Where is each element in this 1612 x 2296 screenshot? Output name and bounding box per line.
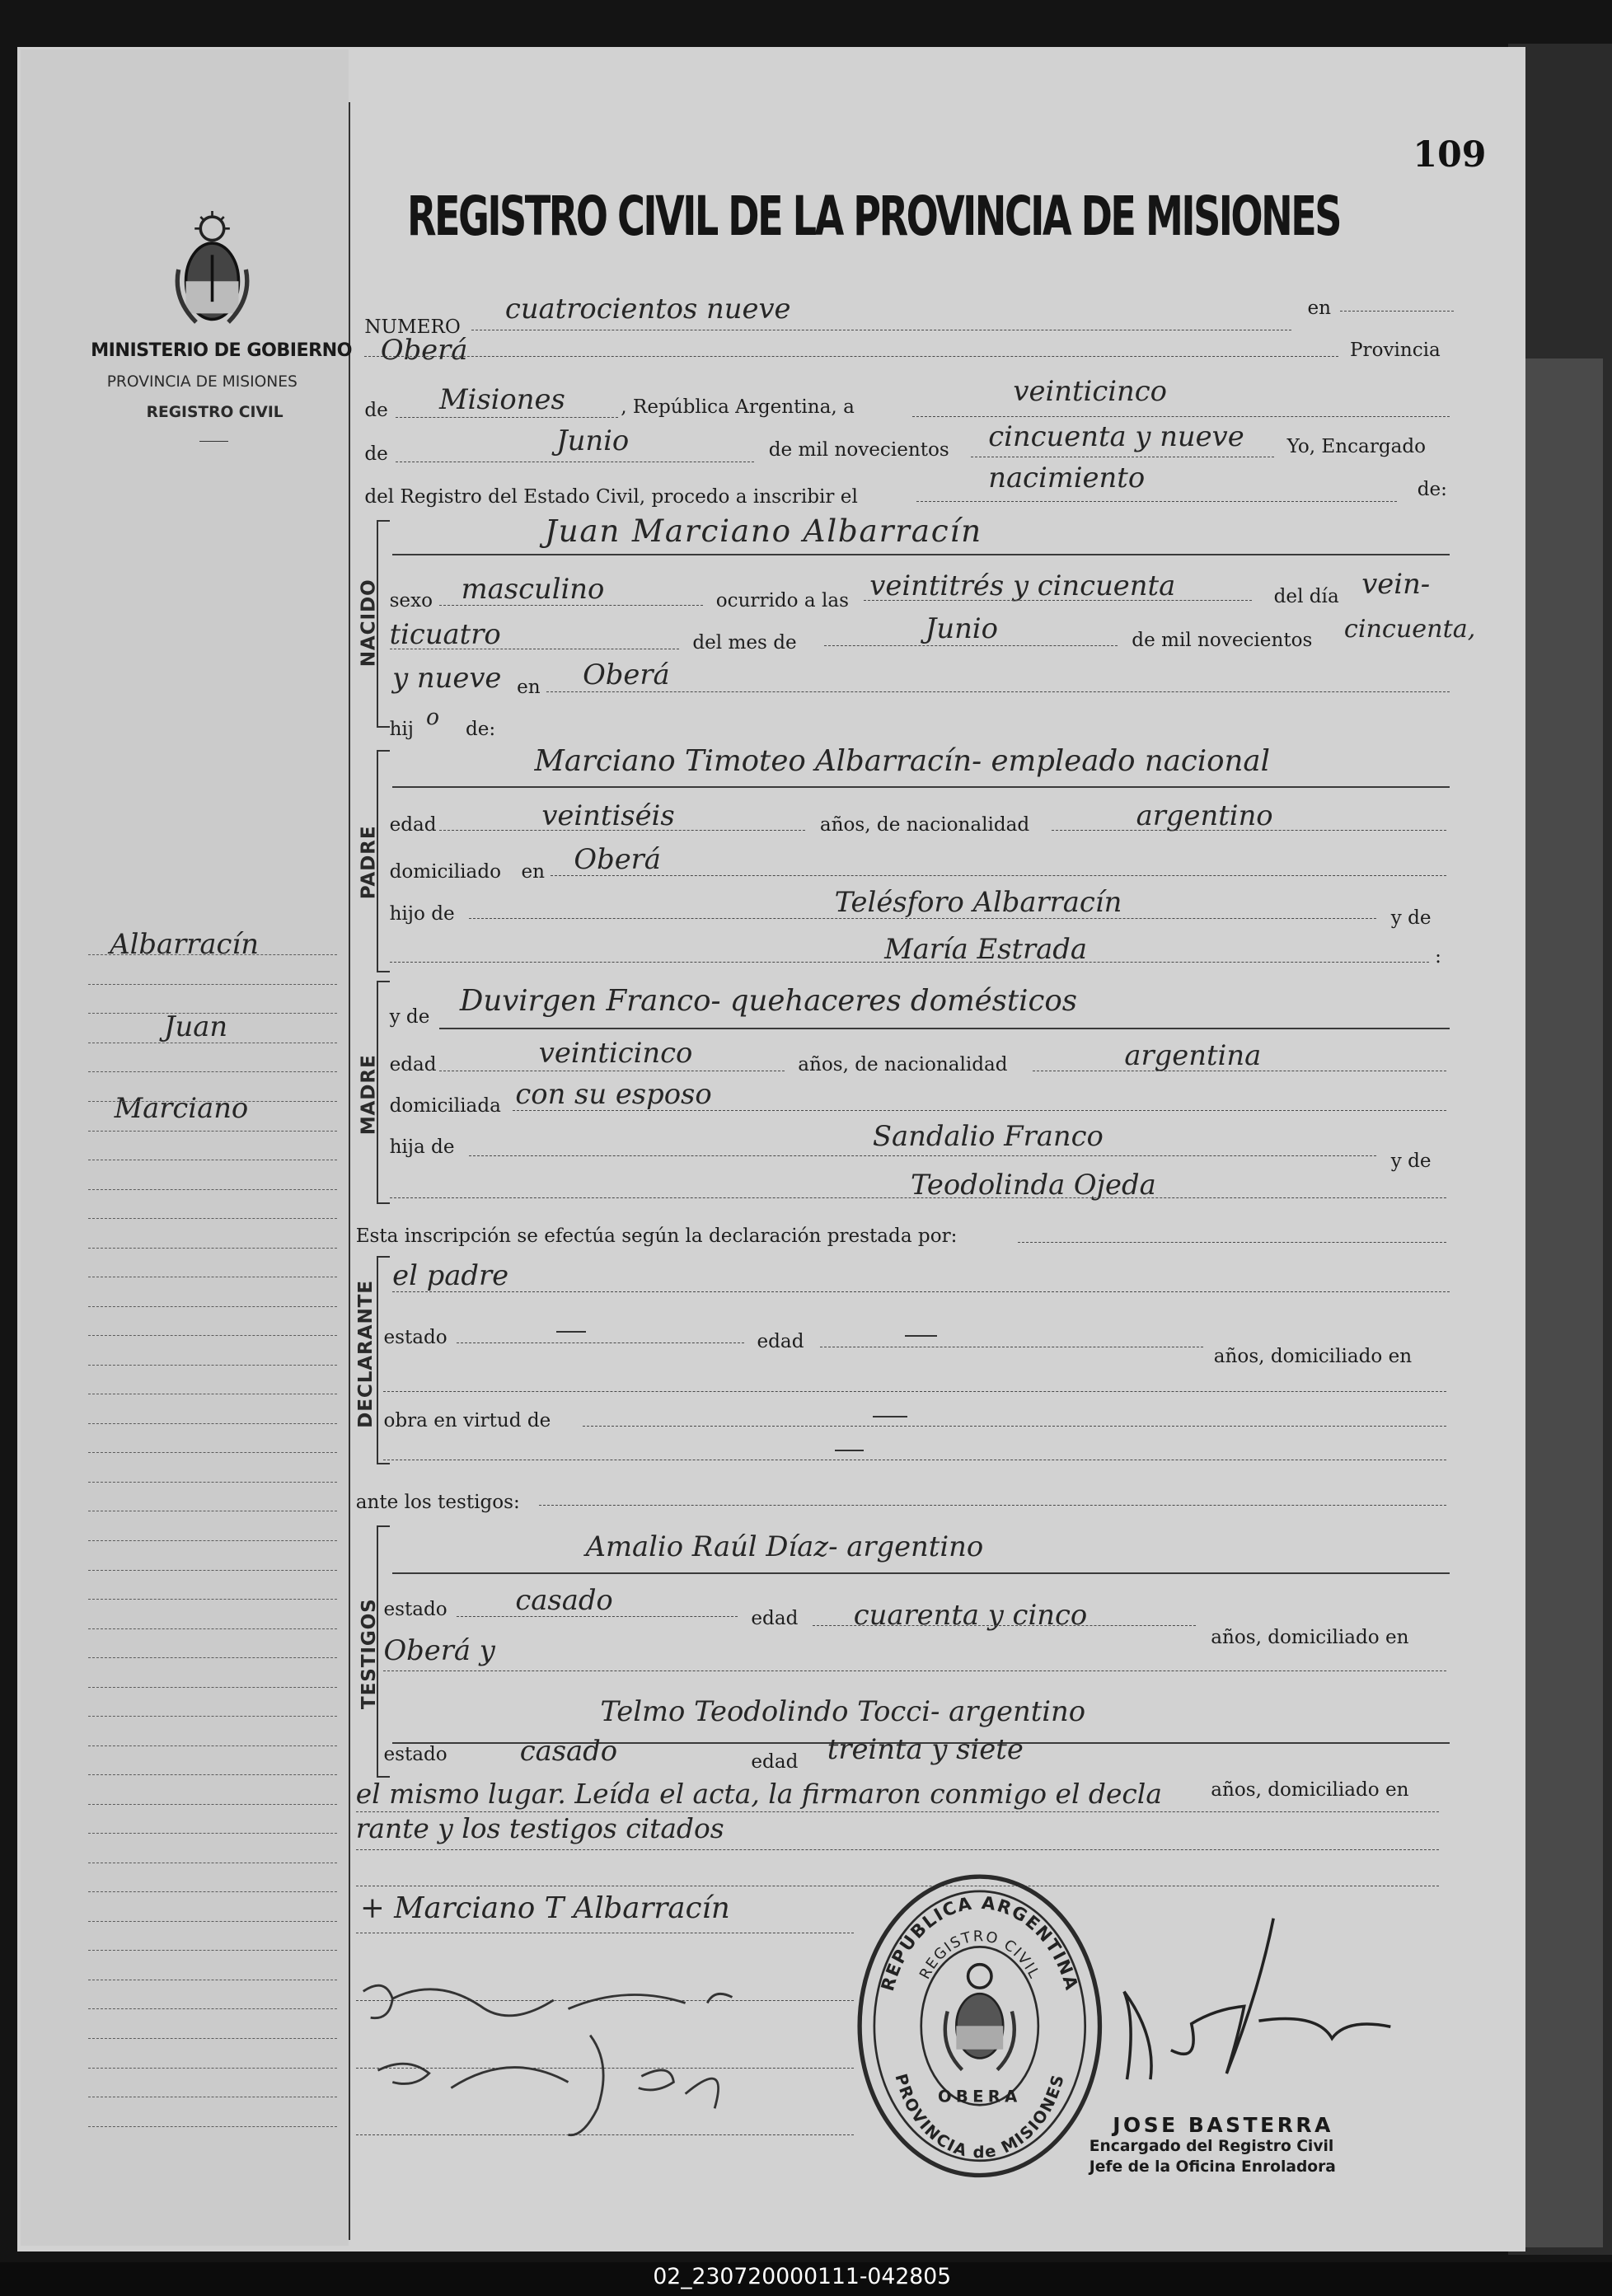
madre-madre-value: Teodolinda Ojeda (911, 1168, 1156, 1201)
document-title: REGISTRO CIVIL DE LA PROVINCIA DE MISIONES (406, 184, 1340, 248)
padre-edad-label: edad (389, 813, 437, 836)
margin-rule (88, 1101, 337, 1102)
testigo1-estado-value: casado (515, 1584, 613, 1617)
anio-value: cincuenta y nueve (988, 419, 1244, 452)
nacido-label: NACIDO (358, 579, 380, 667)
declarante-anos-label: años, domiciliado en (1213, 1345, 1413, 1367)
margin-rule (88, 1804, 337, 1805)
dia-nac-2: ticuatro (389, 617, 501, 650)
de-colon-label: de: (1417, 478, 1447, 500)
madre-y-de-label: y de (1390, 1150, 1432, 1173)
margin-rule (88, 1950, 337, 1951)
declarante-estado-label: estado (383, 1326, 448, 1348)
testigo1-edad-label: edad (751, 1607, 799, 1629)
numero-label: NUMERO (364, 316, 461, 338)
nacido-name: Juan Marciano Albarracín (544, 512, 982, 549)
padre-padre-value: Telésforo Albarracín (834, 885, 1122, 918)
declarante-label: DECLARANTE (355, 1279, 377, 1428)
dia-value: veinticinco (1013, 374, 1167, 407)
testigo1-anos-label: años, domiciliado en (1211, 1626, 1409, 1648)
sexo-label: sexo (389, 589, 433, 611)
margin-rule (88, 1745, 337, 1746)
padre-nombre: Marciano Timoteo Albarracín- empleado nacional (534, 743, 1270, 778)
de-label-1: de (364, 400, 388, 421)
madre-padre-value: Sandalio Franco (872, 1120, 1104, 1153)
stamp-top: REPÚBLICA ARGENTINA (877, 1893, 1082, 1994)
de-label-2: de (364, 443, 388, 466)
padre-edad-value: veintiséis (541, 799, 675, 832)
officer-role-1: Encargado del Registro Civil (1089, 2137, 1334, 2155)
margin-surname: Albarracín (110, 928, 259, 961)
margin-rule (88, 1833, 337, 1834)
padre-nac-value: argentino (1136, 799, 1273, 832)
numero-value: cuatrocientos nueve (504, 293, 791, 326)
margin-rule (88, 1921, 337, 1922)
del-dia-label: del día (1273, 585, 1339, 607)
anio-nac-1: cincuenta, (1343, 615, 1476, 644)
margin-rule (88, 1774, 337, 1775)
margin-rule (88, 1248, 337, 1249)
margin-rule (88, 1482, 337, 1483)
madre-edad-label: edad (389, 1054, 437, 1076)
officer-role-2: Jefe de la Oficina Enroladora (1089, 2158, 1336, 2176)
margin-rule (88, 2038, 337, 2039)
margin-rule (88, 984, 337, 985)
margin-rule (88, 1599, 337, 1600)
dia-nac-1: vein- (1361, 568, 1431, 601)
localidad-value: Oberá (380, 334, 468, 367)
header-dash (199, 441, 229, 442)
margin-rule (88, 1657, 337, 1658)
margin-rule (88, 1365, 337, 1366)
margin-rule (88, 1189, 337, 1190)
declarante-dashes (556, 1331, 586, 1333)
page-number: 109 (1413, 134, 1487, 176)
testigo1-edad-value: cuarenta y cinco (853, 1599, 1088, 1632)
madre-nac-value: argentina (1124, 1039, 1262, 1072)
official-stamp (854, 1871, 1106, 2181)
republica-label: , República Argentina, a (621, 396, 855, 419)
padre-label: PADRE (358, 825, 380, 900)
cierre-linea-2: rante y los testigos citados (355, 1812, 724, 1845)
stamp-inner: REGISTRO CIVIL (916, 1928, 1043, 1983)
sexo-value: masculino (461, 572, 605, 605)
acto-value: nacimiento (988, 461, 1146, 494)
padre-nac-label: años, de nacionalidad (819, 813, 1030, 836)
hijo-sufijo: o (425, 704, 440, 730)
madre-edad-value: veinticinco (538, 1036, 693, 1069)
del-registro-label: del Registro del Estado Civil, procedo a inscribir el (364, 485, 858, 508)
officer-signature (1098, 1904, 1420, 2109)
obra-label: obra en virtud de (383, 1409, 551, 1431)
declarante-edad-label: edad (757, 1330, 804, 1352)
coat-of-arms-icon (170, 211, 255, 331)
madre-nombre: Duvirgen Franco- quehaceres domésticos (459, 983, 1078, 1018)
declarante-bracket (377, 1256, 390, 1464)
margin-rule (88, 1570, 337, 1571)
margin-rule (88, 954, 337, 955)
stamp-bottom: PROVINCIA de MISIONES (891, 2072, 1068, 2162)
margin-rule (88, 2126, 337, 2127)
madre-dom-label: domiciliada (389, 1094, 501, 1117)
margin-middle-name: Marciano (114, 1092, 249, 1125)
margin-rule (88, 1687, 337, 1688)
en-label-2: en (517, 676, 541, 698)
margin-rule (88, 1306, 337, 1307)
mes-value: Junio (556, 424, 630, 457)
y-de-madre-label: y de (389, 1005, 430, 1028)
hora-value: veintitrés y cincuenta (869, 569, 1176, 602)
padre-madre-value: María Estrada (884, 932, 1088, 965)
padre-dom-label: domiciliado (389, 860, 501, 883)
provincia-value: Misiones (438, 383, 565, 416)
ocurrido-label: ocurrido a las (715, 589, 849, 611)
stamp-city: OBERA (937, 2087, 1022, 2107)
book-edge-strip (1523, 358, 1604, 2247)
svg-text:PROVINCIA de MISIONES (891, 2072, 1068, 2162)
lugar-nac-value: Oberá (583, 658, 670, 691)
officer-name: JOSE BASTERRA (1113, 2112, 1333, 2137)
padre-dom-value: Oberá (574, 843, 661, 876)
testigo2-estado-label: estado (383, 1743, 448, 1765)
testigo2-nombre: Telmo Teodolindo Tocci- argentino (600, 1695, 1086, 1728)
margin-rule (88, 1335, 337, 1336)
testigo2-estado-value: casado (519, 1735, 618, 1768)
ministry-label: MINISTERIO DE GOBIERNO (91, 340, 352, 362)
footer-id: 02_230720000111-042805 (653, 2263, 952, 2289)
en-label: en (1307, 297, 1332, 319)
margin-rule (88, 1716, 337, 1717)
testigo2-edad-label: edad (751, 1750, 799, 1773)
firma-declarante: + Marciano T Albarracín (360, 1891, 730, 1926)
margin-rule (88, 2068, 337, 2069)
yo-encargado-label: Yo, Encargado (1286, 436, 1427, 458)
margin-rule (88, 2008, 337, 2009)
margin-rule (88, 1628, 337, 1629)
margin-rule (88, 1071, 337, 1072)
anio-nac-2: y nueve (392, 662, 502, 695)
margin-rule (88, 1013, 337, 1014)
testigo2-edad-value: treinta y siete (827, 1733, 1024, 1766)
inscripcion-label: Esta inscripción se efectúa según la declaración prestada por: (355, 1225, 958, 1247)
madre-label: MADRE (358, 1054, 380, 1136)
margin-rule (88, 1131, 337, 1132)
padre-hijo-de-label: hijo de (389, 903, 455, 925)
padre-colon: : (1435, 945, 1441, 968)
testigo1-dom-value: Oberá y (383, 1633, 495, 1666)
margin-rule (88, 1452, 337, 1453)
margin-rule (88, 1540, 337, 1541)
testigos-label: TESTIGOS (358, 1598, 380, 1709)
padre-y-de-label: y de (1390, 907, 1432, 930)
padre-en-label: en (521, 860, 545, 883)
margin-first-name: Juan (163, 1010, 228, 1043)
testigo2-anos-label: años, domiciliado en (1211, 1778, 1409, 1801)
del-mes-label: del mes de (692, 632, 797, 654)
margin-rule (88, 1423, 337, 1424)
cierre-linea-1: el mismo lugar. Leída el acta, la firmaron conmigo el decla (355, 1777, 1162, 1810)
mes-nac-value: Junio (925, 611, 998, 644)
declarante-value: el padre (392, 1258, 509, 1291)
margin-border (349, 102, 350, 2240)
ante-testigos-label: ante los testigos: (355, 1492, 520, 1514)
province-label: PROVINCIA DE MISIONES (106, 373, 298, 391)
witness-signatures (349, 1947, 832, 2167)
margin-rule (88, 1891, 337, 1892)
madre-nac-label: años, de nacionalidad (798, 1054, 1008, 1076)
hij-label: hij (389, 719, 414, 741)
madre-dom-value: con su esposo (515, 1077, 712, 1110)
hijo-de-label: de: (465, 719, 496, 741)
provincia-label: Provincia (1350, 340, 1441, 362)
testigo1-estado-label: estado (383, 1599, 448, 1621)
testigo1-nombre: Amalio Raúl Díaz- argentino (585, 1530, 984, 1563)
de-mil-label: de mil novecientos (768, 438, 949, 461)
madre-hija-de-label: hija de (389, 1136, 455, 1158)
registry-label: REGISTRO CIVIL (146, 404, 284, 422)
margin-rule (88, 1218, 337, 1219)
de-mil-nov-label: de mil novecientos (1132, 629, 1313, 651)
